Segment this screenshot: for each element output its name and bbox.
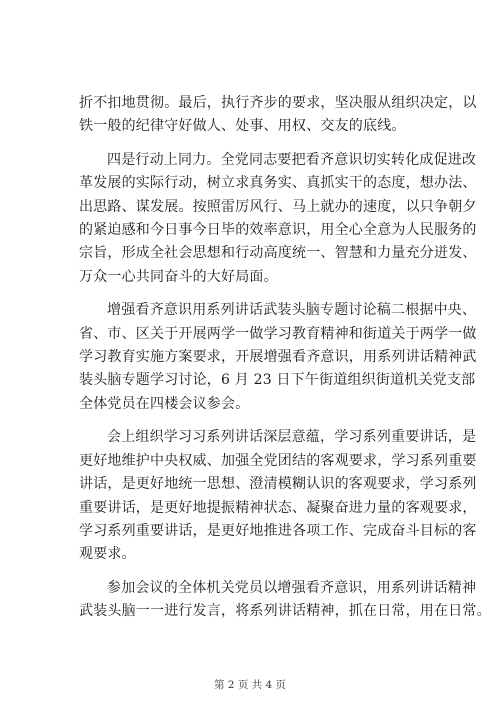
text-line: 重要讲话，是更好地提振精神状态、凝聚奋进力量的客观要求， — [79, 499, 477, 516]
document-body — [79, 92, 491, 624]
text-line: 宗旨，形成全社会思想和行动高度统一、智慧和力量充分迸发、 — [79, 245, 477, 262]
text-line: 增强看齐意识用系列讲话武装头脑专题讨论稿二根据中央、 — [107, 302, 477, 319]
text-line: 更好地维护中央权威、加强全党团结的客观要求，学习系列重要 — [79, 452, 477, 469]
paragraph-action-unity — [79, 149, 477, 289]
text-line: 观要求。 — [79, 546, 136, 563]
text-line: 全体党员在四楼会议参会。 — [79, 395, 250, 412]
text-line: 出思路、谋发展。按照雷厉风行、马上就办的速度，以只争朝夕 — [79, 198, 477, 215]
text-line: 会上组织学习习系列讲话深层意蕴，学习系列重要讲话，是 — [107, 429, 477, 446]
text-line: 讲话，是更好地统一思想、澄清模糊认识的客观要求，学习系列 — [79, 476, 477, 493]
paragraph-continuation — [79, 92, 477, 139]
text-line: 学习教育实施方案要求，开展增强看齐意识，用系列讲话精神武 — [79, 349, 477, 366]
text-line: 铁一般的纪律守好做人、处事、用权、交友的底线。 — [79, 118, 406, 135]
text-line: 的紧迫感和今日事今日毕的效率意识，用全心全意为人民服务的 — [79, 222, 477, 239]
text-line: 参加会议的全体机关党员以增强看齐意识，用系列讲话精神 — [107, 579, 477, 596]
text-line: 学习系列重要讲话，是更好地推进各项工作、完成奋斗目标的客 — [79, 522, 477, 539]
page-number-footer: 第 2 页 共 4 页 — [213, 679, 287, 691]
text-line: 四是行动上同力。全党同志要把看齐意识切实转化成促进改 — [107, 151, 477, 168]
text-line: 武装头脑一一进行发言，将系列讲话精神，抓在日常，用在日常。 — [79, 603, 491, 620]
text-line: 折不扣地贯彻。最后，执行齐步的要求，坚决服从组织决定，以 — [79, 95, 477, 111]
paragraph-discussion-draft — [79, 299, 477, 416]
text-line: 装头脑专题学习讨论，6 月 23 日下午街道组织街道机关党支部 — [79, 372, 476, 389]
text-line: 革发展的实际行动，树立求真务实、真抓实干的态度，想办法、 — [79, 175, 477, 192]
text-line: 省、市、区关于开展两学一做学习教育精神和街道关于两学一做 — [79, 325, 477, 342]
paragraph-meeting-study — [79, 426, 477, 566]
paragraph-attendees-speech — [79, 577, 491, 624]
text-line: 万众一心共同奋斗的大好局面。 — [79, 268, 278, 285]
